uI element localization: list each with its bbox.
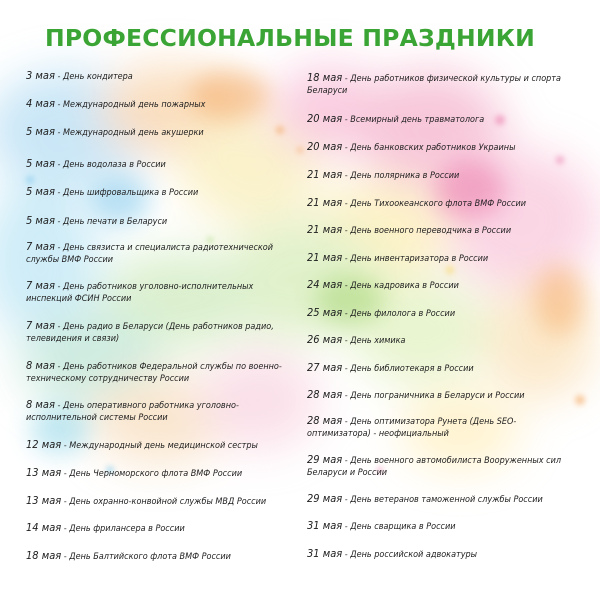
separator-dash: - (342, 226, 351, 236)
holiday-entry (26, 467, 296, 480)
holiday-date: 21 мая (307, 196, 343, 209)
holiday-name: День Тихоокеанского флота ВМФ России (350, 199, 526, 209)
holiday-date: 13 мая (26, 494, 62, 507)
holiday-name: День кадровика в России (350, 281, 459, 291)
separator-dash: - (342, 281, 351, 291)
holiday-name: День инвентаризатора в России (350, 254, 489, 264)
holiday-entry (307, 279, 569, 292)
holiday-name: День полярника в России (350, 171, 460, 181)
separator-dash: - (342, 309, 351, 319)
holiday-name: День ветеранов таможенной службы России (350, 495, 543, 505)
holiday-entry (307, 493, 569, 506)
holiday-entry (26, 495, 296, 508)
holiday-entry (26, 439, 296, 452)
holiday-date: 29 мая (307, 453, 343, 466)
separator-dash: - (54, 160, 63, 170)
holiday-name: День водолаза в России (63, 160, 166, 170)
holiday-date: 5 мая (26, 185, 55, 198)
holiday-name: День работников уголовно-исполнительных инспекций ФСИН России (26, 282, 254, 304)
holiday-entry (307, 252, 569, 265)
holiday-date: 25 мая (307, 306, 343, 319)
holiday-entry (307, 548, 569, 561)
separator-dash: - (342, 522, 351, 532)
holiday-date: 27 мая (307, 361, 343, 374)
holiday-date: 7 мая (26, 279, 55, 292)
holiday-entry (26, 70, 296, 83)
holiday-entry (307, 169, 569, 182)
holiday-name: День Черноморского флота ВМФ России (69, 469, 243, 479)
holiday-entry (26, 98, 296, 111)
separator-dash: - (54, 128, 63, 138)
separator-dash: - (342, 336, 351, 346)
separator-dash: - (61, 524, 70, 534)
holiday-entry (26, 399, 296, 424)
holiday-name: День кондитера (63, 72, 133, 82)
separator-dash: - (54, 100, 63, 110)
holiday-name: День химика (350, 336, 406, 346)
holiday-name: День военного переводчика в России (350, 226, 512, 236)
holiday-name: День радио в Беларуси (День работников радио, телевидения и связи) (26, 322, 274, 344)
holiday-entry (307, 113, 569, 126)
holiday-name: День фрилансера в России (69, 524, 185, 534)
separator-dash: - (54, 188, 63, 198)
holiday-entry (307, 197, 569, 210)
holiday-name: День филолога в России (350, 309, 456, 319)
holiday-name: День охранно-конвойной службы МВД России (69, 497, 267, 507)
holiday-entry (307, 307, 569, 320)
holiday-name: День работников физической культуры и спорта Беларуси (307, 74, 561, 96)
separator-dash: - (342, 417, 351, 427)
holiday-entry (26, 360, 296, 385)
holiday-date: 21 мая (307, 168, 343, 181)
holiday-entry (307, 224, 569, 237)
holiday-name: День российской адвокатуры (350, 550, 478, 560)
holiday-entry (26, 522, 296, 535)
holiday-entry (307, 454, 569, 479)
holiday-date: 5 мая (26, 157, 55, 170)
holiday-name: Международный день медицинской сестры (69, 441, 258, 451)
holiday-entry (26, 186, 296, 199)
separator-dash: - (54, 72, 63, 82)
holiday-date: 14 мая (26, 521, 62, 534)
holiday-entry (26, 215, 296, 228)
holiday-name: Международный день акушерки (63, 128, 204, 138)
separator-dash: - (61, 552, 70, 562)
holiday-date: 28 мая (307, 388, 343, 401)
holiday-name: День оперативного работника уголовно-исполнительной системы России (26, 401, 239, 423)
separator-dash: - (61, 497, 70, 507)
holiday-date: 28 мая (307, 414, 343, 427)
page-title: ПРОФЕССИОНАЛЬНЫЕ ПРАЗДНИКИ (44, 24, 535, 52)
holiday-date: 5 мая (26, 214, 55, 227)
separator-dash: - (342, 364, 351, 374)
separator-dash: - (342, 550, 351, 560)
holiday-name: День шифровальщика в России (63, 188, 199, 198)
holiday-entry (307, 72, 569, 97)
holiday-entry (26, 158, 296, 171)
holiday-date: 24 мая (307, 278, 343, 291)
holiday-date: 20 мая (307, 140, 343, 153)
separator-dash: - (61, 469, 70, 479)
separator-dash: - (54, 282, 63, 292)
holiday-entry (26, 550, 296, 563)
holiday-name: День работников Федеральной службы по военно-техническому сотрудничеству России (26, 362, 282, 384)
holiday-entry (307, 415, 569, 440)
holiday-date: 21 мая (307, 251, 343, 264)
holiday-name: День оптимизатора Рунета (День SEO-оптимизатора) - неофициальный (307, 417, 517, 439)
holiday-entry (307, 141, 569, 154)
separator-dash: - (54, 322, 63, 332)
holiday-name: День связиста и специалиста радиотехнической службы ВМФ России (26, 243, 274, 265)
holiday-name: День пограничника в Беларуси и России (350, 391, 525, 401)
holiday-date: 4 мая (26, 97, 55, 110)
separator-dash: - (342, 495, 351, 505)
holiday-entry (307, 334, 569, 347)
holiday-date: 31 мая (307, 519, 343, 532)
holiday-name: Международный день пожарных (63, 100, 206, 110)
holiday-date: 26 мая (307, 333, 343, 346)
separator-dash: - (54, 217, 63, 227)
holiday-name: День печати в Беларуси (63, 217, 168, 227)
holiday-date: 12 мая (26, 438, 62, 451)
separator-dash: - (54, 362, 63, 372)
holiday-date: 5 мая (26, 125, 55, 138)
holiday-date: 3 мая (26, 69, 55, 82)
holiday-entry (26, 280, 296, 305)
holiday-date: 8 мая (26, 359, 55, 372)
separator-dash: - (61, 441, 70, 451)
separator-dash: - (342, 254, 351, 264)
separator-dash: - (342, 115, 351, 125)
holiday-entry (26, 241, 296, 266)
holiday-entry (26, 126, 296, 139)
separator-dash: - (342, 143, 351, 153)
holiday-name: День военного автомобилиста Вооруженных сил Беларуси и России (307, 456, 562, 478)
holiday-entry (26, 320, 296, 345)
holiday-date: 21 мая (307, 223, 343, 236)
holiday-entry (307, 362, 569, 375)
holiday-date: 13 мая (26, 466, 62, 479)
holiday-date: 7 мая (26, 319, 55, 332)
holiday-date: 29 мая (307, 492, 343, 505)
separator-dash: - (342, 74, 351, 84)
holiday-entry (307, 520, 569, 533)
separator-dash: - (342, 456, 351, 466)
holiday-name: Всемирный день травматолога (350, 115, 485, 125)
holiday-name: День библиотекаря в России (350, 364, 474, 374)
separator-dash: - (342, 391, 351, 401)
separator-dash: - (342, 199, 351, 209)
holiday-date: 7 мая (26, 240, 55, 253)
holiday-name: День Балтийского флота ВМФ России (69, 552, 231, 562)
holiday-date: 31 мая (307, 547, 343, 560)
holiday-entry (307, 389, 569, 402)
holiday-date: 8 мая (26, 398, 55, 411)
holiday-date: 18 мая (307, 71, 343, 84)
holiday-date: 18 мая (26, 549, 62, 562)
separator-dash: - (342, 171, 351, 181)
holiday-name: День банковских работников Украины (350, 143, 516, 153)
separator-dash: - (54, 401, 63, 411)
holiday-name: День сварщика в России (350, 522, 456, 532)
separator-dash: - (54, 243, 63, 253)
holiday-date: 20 мая (307, 112, 343, 125)
